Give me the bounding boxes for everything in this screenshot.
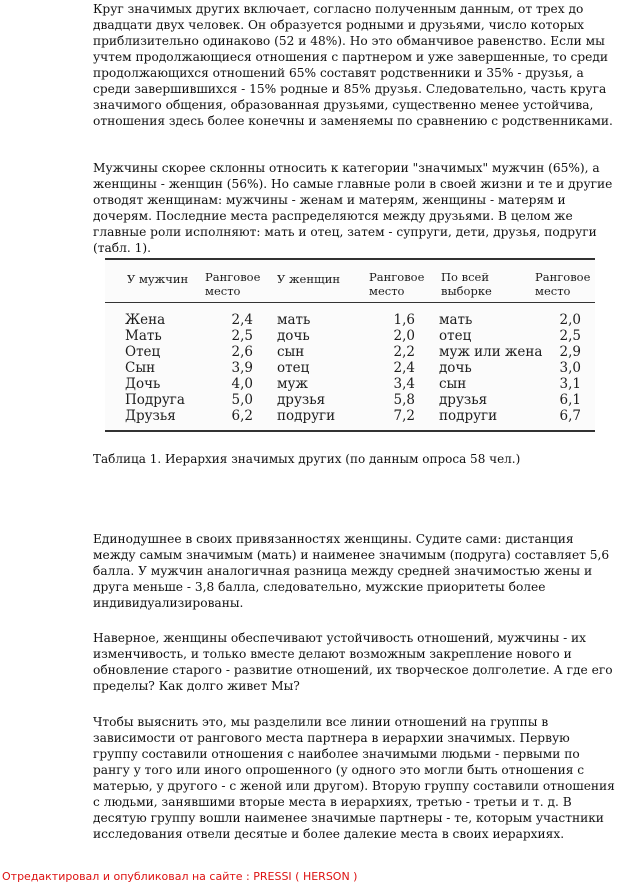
table-cell: Дочь (125, 376, 161, 392)
men-roles-column (125, 312, 185, 424)
table-cell: отец (439, 328, 472, 344)
table-cell: 2,0 (393, 328, 415, 344)
table-cell: Жена (125, 312, 166, 328)
header-rank-overall: Ранговое место (535, 270, 591, 298)
table-cell: сын (277, 344, 305, 360)
table-cell: мать (277, 312, 311, 328)
table-cell: 3,0 (559, 360, 581, 376)
table-cell: 2,4 (393, 360, 415, 376)
table-cell: сын (439, 376, 467, 392)
header-women: У женщин (277, 272, 341, 286)
table-cell: 5,8 (393, 392, 415, 408)
header-men: У мужчин (127, 272, 189, 286)
men-ranks-column (217, 312, 253, 424)
overall-roles-column (439, 312, 542, 424)
table-cell: 3,1 (559, 376, 581, 392)
header-rank-women: Ранговое место (369, 270, 425, 298)
women-roles-column (277, 312, 335, 424)
table-cell: 2,4 (231, 312, 253, 328)
paragraph-3: Единодушнее в своих привязанностях женщины. Судите сами: дистанция между самым значимым (мать) и наименее значимым (подруга) составляет 5,6 балла. У мужчин аналогичная разница между средней значимостью жены и друга меньше - 3,8 балла, следовательно, мужские приоритеты более индивидуализированы. (93, 532, 610, 610)
women-ranks-column (373, 312, 415, 424)
table-cell: 2,2 (393, 344, 415, 360)
header-overall: По всей выборке (441, 270, 492, 298)
header-divider (105, 302, 595, 303)
table-cell: отец (277, 360, 310, 376)
overall-ranks-column (543, 312, 581, 424)
table-cell: 2,0 (559, 312, 581, 328)
table-cell: 1,6 (393, 312, 415, 328)
table-cell: 3,4 (393, 376, 415, 392)
paragraph-5: Чтобы выяснить это, мы разделили все линии отношений на группы в зависимости от рангового места партнера в иерархии значимых. Первую группу составили отношения с наиболее значимыми людьми - первыми по рангу у того или иного опрошенного (у одного это могли быть отношения с матерью, у другого - с женой или другом). Вторую группу составили отношения с людьми, занявшими вторые места в иерархиях, третью - третьи и т. д. В десятую группу вошли наименее значимые партнеры - те, которым участники исследования отвели десятые и более далекие места в своих иерархиях. (93, 715, 615, 841)
table-cell: 6,2 (231, 408, 253, 424)
table-cell: Мать (125, 328, 162, 344)
table-cell: муж (277, 376, 308, 392)
table-cell: дочь (277, 328, 310, 344)
table-cell: 4,0 (231, 376, 253, 392)
table-cell: подруги (277, 408, 336, 424)
table-cell: мать (439, 312, 473, 328)
table-cell: муж или жена (439, 344, 543, 360)
publisher-footer: Отредактировал и опубликовал на сайте : PRESSI ( HERSON ) (2, 870, 358, 883)
paragraph-2: Мужчины скорее склонны относить к категории "значимых" мужчин (65%), а женщины - женщин (56%). Но самые главные роли в своей жизни и те и другие отводят женщинам: мужчины - женам и матерям, женщины - матерям и дочерям. Последние места распределяются между друзьями. В целом же главные роли исполняют: мать и отец, затем - супруги, дети, друзья, подруги (табл. 1). (93, 161, 613, 255)
table-cell: 6,7 (559, 408, 581, 424)
table-cell: Друзья (125, 408, 176, 424)
table-cell: дочь (439, 360, 472, 376)
table-cell: друзья (277, 392, 326, 408)
table-cell: 2,9 (559, 344, 581, 360)
table-caption: Таблица 1. Иерархия значимых других (по данным опроса 58 чел.) (93, 452, 521, 466)
table-cell: подруги (439, 408, 498, 424)
paragraph-1: Круг значимых других включает, согласно полученным данным, от трех до двадцати двух человек. Он образуется родными и друзьями, число которых приблизительно одинаково (52 и 48%). Но это обманчивое равенство. Если мы учтем продолжающиеся отношения с партнером и уже завершенные, то среди продолжающихся отношений 65% составят родственники и 35% - друзья, а среди завершившихся - 15% родные и 85% друзья. Следовательно, часть круга значимого общения, образованная друзьями, существенно менее устойчива, отношения здесь более конечны и заменяемы по сравнению с родственниками. (93, 2, 613, 128)
table-1-image (105, 258, 595, 432)
table-cell: Подруга (125, 392, 185, 408)
table-cell: 2,6 (231, 344, 253, 360)
paragraph-4: Наверное, женщины обеспечивают устойчивость отношений, мужчины - их изменчивость, и только вместе делают возможным закрепление нового и обновление старого - развитие отношений, их творческое долголетие. А где его пределы? Как долго живет Мы? (93, 631, 613, 693)
table-cell: 5,0 (231, 392, 253, 408)
table-cell: 2,5 (559, 328, 581, 344)
table-cell: Отец (125, 344, 161, 360)
table-cell: 6,1 (559, 392, 581, 408)
table-cell: друзья (439, 392, 488, 408)
table-cell: 2,5 (231, 328, 253, 344)
table-cell: Сын (125, 360, 156, 376)
table-cell: 7,2 (393, 408, 415, 424)
header-rank-men: Ранговое место (205, 270, 261, 298)
table-cell: 3,9 (231, 360, 253, 376)
